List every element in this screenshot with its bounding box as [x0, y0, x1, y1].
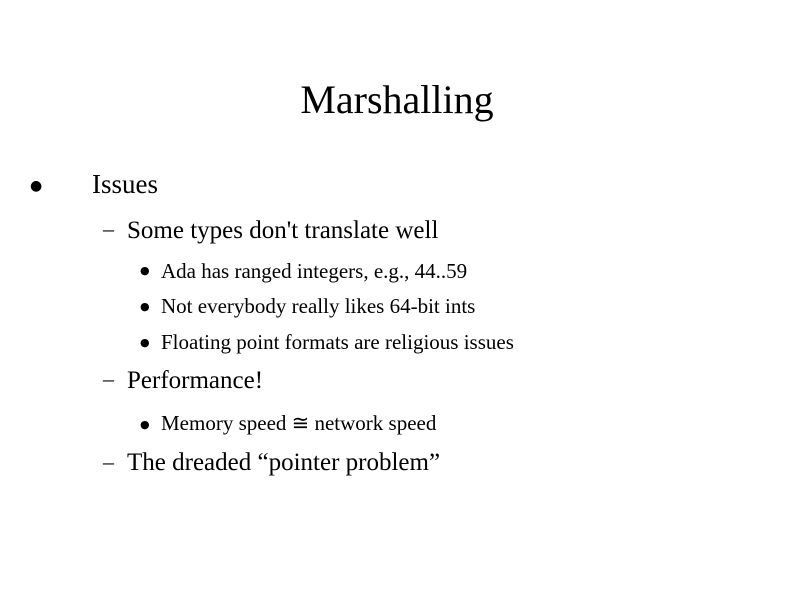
bullet-icon: ● — [140, 300, 150, 313]
item-floating-point: Floating point formats are religious issues — [161, 330, 514, 354]
item-memory-speed: Memory speed ≅ network speed — [161, 411, 437, 435]
bullet-icon: ● — [140, 418, 150, 431]
subbullet-types: Some types don't translate well — [127, 217, 439, 244]
bullet-icon: ● — [140, 336, 150, 349]
dash-icon: – — [103, 449, 114, 474]
bullet-icon: ● — [140, 264, 150, 277]
bullet-icon: ● — [30, 178, 43, 194]
slide-title: Marshalling — [300, 77, 494, 122]
dash-icon: – — [103, 366, 114, 391]
dash-icon: – — [103, 216, 114, 241]
item-ada-ranged: Ada has ranged integers, e.g., 44..59 — [161, 259, 468, 283]
subbullet-pointer-problem: The dreaded “pointer problem” — [127, 449, 441, 476]
bullet-issues: Issues — [92, 169, 158, 199]
subbullet-performance: Performance! — [127, 367, 264, 394]
item-64bit-ints: Not everybody really likes 64-bit ints — [161, 294, 476, 318]
